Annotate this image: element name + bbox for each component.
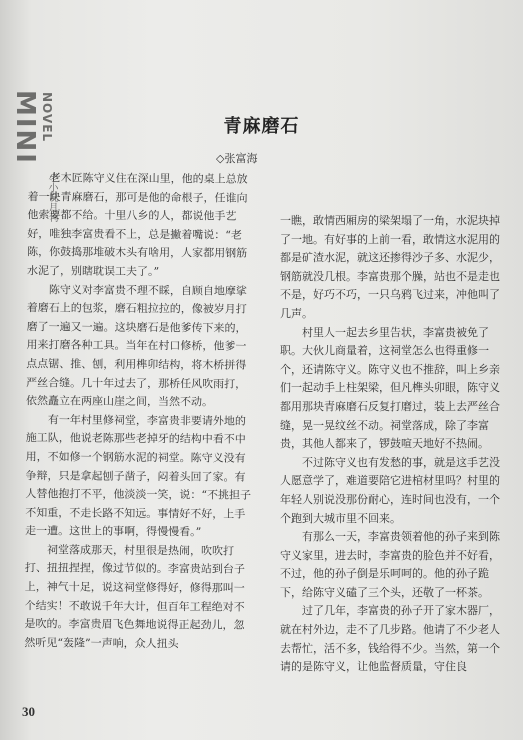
paragraph: 祠堂落成那天，村里很是热闹，吹吹打打、扭扭捏捏，像过节似的。李富贵站到台子上，神气十足，说这祠堂修得好，修得那叫一个结实！不敢说千年大计，但百年工程绝对不是吹的。李富贵眉飞色舞地说得正起劲儿，忽然听见“轰隆”一声响，众人扭头 [24,543,245,651]
paragraph: 有一年村里修祠堂，李富贵非要请外地的施工队，他说老陈那些老掉牙的结构中看不中用，不如修一个钢筋水泥的祠堂。陈守义没有争辩，只是拿起刨子凿子，闷着头回了家。有人替他抱打不平，他淡淡一笑，说：“不挑担子不知重，不走长路不知远。事情好不好，上手走一遭。这世上的事啊，得慢慢看。” [25,413,252,539]
paragraph: 有那么一天，李富贵领着他的孙子来到陈守义家里，进去时，李富贵的脸色并不好看，不过，他的孙子倒是乐呵呵的。他的孙子跪下，给陈守义磕了三个头，还敬了一杯茶。 [280,530,500,599]
left-column [24,169,257,654]
page-number: 30 [22,704,35,719]
article-author: ◇张富海 [216,152,258,165]
magazine-subtitle: 小小说月刊 [46,172,57,222]
right-column [280,212,502,677]
magazine-logo-novel: NOVEL [40,92,54,143]
paragraph: 一瞧，敢情西厢房的梁架塌了一角，水泥块掉了一地。有好事的上前一看，敢情这水泥用的都是矿渣水泥，就这还掺得沙子多、水泥少，钢筋就没几根。李富贵那个臊，站也不是走也不是，好巧不巧，一只乌鸦飞过来，冲他叫了几声。 [280,214,500,320]
article-title: 青麻磨石 [223,116,300,137]
paragraph: 过了几年，李富贵的孙子开了家木器厂，就在村外边，走不了几步路。他请了不少老人去帮忙，活不多，钱给得不少。当然，第一个请的是陈守义，让他监督质量，守住良 [280,604,500,674]
show-through-text [300,10,500,120]
paragraph: 村里人一起去乡里告状，李富贵被免了职。大伙儿商量着，这祠堂怎么也得重修一个，还请陈守义。陈守义也不推辞，叫上乡亲们一起动手上柱架梁，但凡榫头卯眼，陈守义都用那块青麻磨石反复打磨过，装上去严丝合缝，晃一晃纹丝不动。祠堂落成，除了李富贵，其他人都来了，锣鼓喧天地好不热闹。 [280,325,500,451]
paragraph: 不过陈守义也有发愁的事，就是这手艺没人愿意学了，难道要陪它进棺材里吗？村里的年轻人别说没那份耐心，连时间也没有，一个个跑到大城市里不回来。 [280,455,500,525]
paragraph: 老木匠陈守义住在深山里，他的桌上总放着一块青麻磨石，那可是他的命根子，任谁向他索要都不给。十里八乡的人，都说他手艺好，唯独李富贵看不上，总是撇着嘴说：“老陈，你鼓捣那堆破木头有啥用，人家都用钢筋水泥了，别瞎耽误工夫了。” [26,171,248,279]
paragraph: 陈守义对李富贵不理不睬，自顾自地摩挲着磨石上的包浆，磨石粗拉拉的，像被岁月打磨了一遍又一遍。这块磨石是他爹传下来的，用来打磨各种工具。当年在村口修桥，他爹一点点锯、推、刨，利用榫卯结构，将木桥拼得严丝合缝。几十年过去了，那桥任风吹雨打，依然矗立在两座山崖之间，当然不动。 [26,282,247,409]
magazine-logo-mini: MINI [10,90,40,165]
